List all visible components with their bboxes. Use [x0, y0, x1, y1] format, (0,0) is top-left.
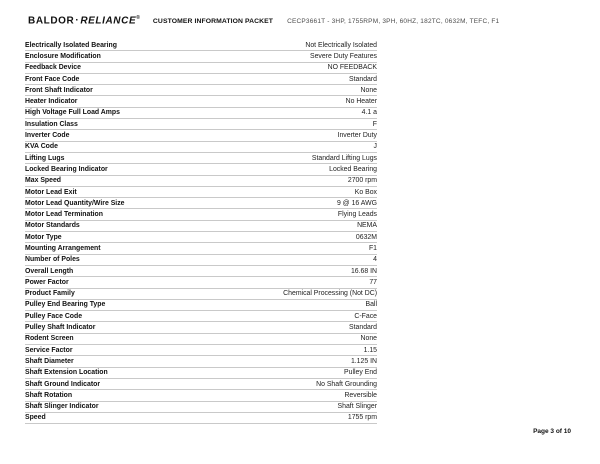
document-header: [28, 15, 580, 26]
table-row: [25, 108, 377, 119]
row-value: 1755 rpm: [347, 414, 377, 422]
row-value: Locked Bearing: [329, 165, 377, 173]
registered-mark-icon: ®: [136, 15, 140, 21]
table-row: [25, 277, 377, 288]
row-label: Lifting Lugs: [25, 154, 65, 162]
row-label: Insulation Class: [25, 120, 78, 128]
row-label: Pulley End Bearing Type: [25, 301, 106, 309]
row-value: Standard: [349, 75, 377, 83]
table-row: [25, 164, 377, 175]
row-value: 9 @ 16 AWG: [336, 199, 377, 207]
row-value: C-Face: [354, 312, 377, 320]
row-value: 16.68 IN: [350, 267, 377, 275]
row-value: Chemical Processing (Not DC): [283, 290, 377, 298]
table-row: [25, 198, 377, 209]
table-row: [25, 176, 377, 187]
row-value: 4: [373, 256, 377, 264]
row-value: J: [373, 143, 377, 151]
spec-table: [25, 40, 377, 424]
row-value: NO FEEDBACK: [327, 64, 377, 72]
row-label: Heater Indicator: [25, 98, 78, 106]
logo-separator-dot: ·: [75, 15, 80, 27]
packet-title: CUSTOMER INFORMATION PACKET: [152, 18, 274, 26]
row-value: 77: [369, 278, 377, 286]
row-label: Shaft Slinger Indicator: [25, 403, 99, 411]
row-value: 1.125 IN: [350, 357, 377, 365]
table-row: [25, 96, 377, 107]
row-value: F: [372, 120, 377, 128]
row-value: 4.1 a: [361, 109, 377, 117]
row-value: Standard Lifting Lugs: [311, 154, 377, 162]
row-label: Motor Lead Termination: [25, 211, 103, 219]
row-value: Shaft Slinger: [337, 403, 377, 411]
table-row: [25, 63, 377, 74]
row-label: Inverter Code: [25, 132, 70, 140]
row-label: Front Shaft Indicator: [25, 86, 93, 94]
row-label: Pulley Face Code: [25, 312, 83, 320]
row-value: Severe Duty Features: [309, 52, 377, 60]
table-row: [25, 232, 377, 243]
row-label: High Voltage Full Load Amps: [25, 109, 120, 117]
table-row: [25, 413, 377, 424]
row-label: Shaft Extension Location: [25, 369, 108, 377]
row-label: Overall Length: [25, 267, 74, 275]
row-value: F1: [368, 244, 377, 252]
product-spec-line: CECP3661T - 3HP, 1755RPM, 3PH, 60HZ, 182TC, 0632M, TEFC, F1: [287, 18, 500, 26]
table-row: [25, 51, 377, 62]
table-row: [25, 390, 377, 401]
row-value: None: [360, 86, 377, 94]
row-value: 2700 rpm: [347, 177, 377, 185]
baldor-reliance-logo: [28, 15, 140, 26]
row-label: Product Family: [25, 290, 75, 298]
table-row: [25, 40, 377, 51]
table-row: [25, 221, 377, 232]
row-value: Standard: [349, 324, 377, 332]
row-label: Locked Bearing Indicator: [25, 165, 108, 173]
row-label: Power Factor: [25, 278, 69, 286]
table-row: [25, 402, 377, 413]
table-row: [25, 379, 377, 390]
table-row: [25, 255, 377, 266]
page-indicator: Page 3 of 10: [533, 428, 571, 435]
row-label: Max Speed: [25, 177, 61, 185]
table-row: [25, 243, 377, 254]
row-value: Ko Box: [354, 188, 377, 196]
row-value: Reversible: [344, 391, 377, 399]
row-value: Flying Leads: [337, 211, 377, 219]
row-value: 0632M: [355, 233, 377, 241]
row-label: Motor Lead Quantity/Wire Size: [25, 199, 125, 207]
table-row: [25, 119, 377, 130]
table-row: [25, 311, 377, 322]
table-row: [25, 368, 377, 379]
row-label: Enclosure Modification: [25, 52, 101, 60]
table-row: [25, 209, 377, 220]
table-row: [25, 85, 377, 96]
row-value: No Heater: [345, 98, 377, 106]
row-value: No Shaft Grounding: [316, 380, 377, 388]
table-row: [25, 153, 377, 164]
logo-brand-right: RELIANCE: [80, 15, 137, 27]
row-value: Not Electrically Isolated: [305, 41, 377, 49]
row-label: Electrically Isolated Bearing: [25, 41, 117, 49]
row-label: Motor Standards: [25, 222, 80, 230]
table-row: [25, 356, 377, 367]
row-value: None: [360, 335, 377, 343]
row-value: Ball: [365, 301, 377, 309]
row-label: Mounting Arrangement: [25, 244, 101, 252]
table-row: [25, 322, 377, 333]
row-label: Service Factor: [25, 346, 73, 354]
table-row: [25, 334, 377, 345]
row-value: NEMA: [357, 222, 377, 230]
row-label: Rodent Screen: [25, 335, 74, 343]
table-row: [25, 74, 377, 85]
row-label: Motor Type: [25, 233, 62, 241]
row-label: Speed: [25, 414, 46, 422]
row-label: KVA Code: [25, 143, 58, 151]
row-value: Pulley End: [344, 369, 377, 377]
row-label: Front Face Code: [25, 75, 80, 83]
table-row: [25, 266, 377, 277]
table-row: [25, 142, 377, 153]
logo-brand-left: BALDOR: [28, 15, 75, 27]
row-label: Number of Poles: [25, 256, 80, 264]
row-label: Feedback Device: [25, 64, 81, 72]
table-row: [25, 300, 377, 311]
row-label: Motor Lead Exit: [25, 188, 77, 196]
row-value: Inverter Duty: [337, 132, 377, 140]
row-value: 1.15: [363, 346, 377, 354]
table-row: [25, 345, 377, 356]
row-label: Pulley Shaft Indicator: [25, 324, 96, 332]
row-label: Shaft Diameter: [25, 357, 74, 365]
table-row: [25, 187, 377, 198]
row-label: Shaft Rotation: [25, 391, 73, 399]
table-row: [25, 130, 377, 141]
row-label: Shaft Ground Indicator: [25, 380, 101, 388]
table-row: [25, 289, 377, 300]
